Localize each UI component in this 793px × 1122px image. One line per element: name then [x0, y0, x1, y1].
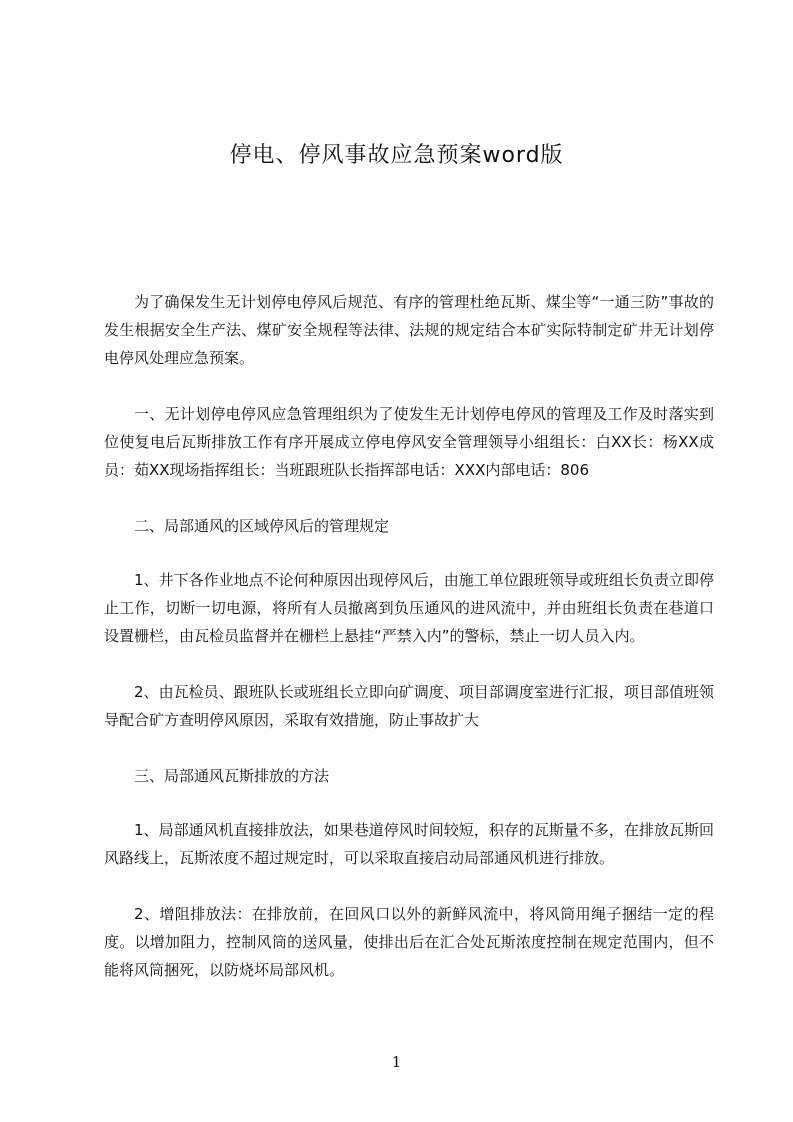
section-3-item-2: 2、增阻排放法：在排放前，在回风口以外的新鲜风流中，将风筒用绳子捆结一定的程度。以增加阻力，控制风筒的送风量，使排出后在汇合处瓦斯浓度控制在规定范围内，但不能将风筒捆死，以防烧坏局部风机。 [104, 905, 714, 979]
section-3-heading: 三、局部通风瓦斯排放的方法 [134, 767, 330, 785]
document-body [104, 288, 714, 1012]
intro-paragraph: 为了确保发生无计划停电停风后规范、有序的管理杜绝瓦斯、煤尘等“一通三防”事故的发生根据安全生产法、煤矿安全规程等法律、法规的规定结合本矿实际特制定矿井无计划停电停风处理应急预案。 [104, 293, 714, 367]
section-3-item-1: 1、局部通风机直接排放法，如果巷道停风时间较短，积存的瓦斯量不多，在排放瓦斯回风路线上，瓦斯浓度不超过规定时，可以采取直接启动局部通风机进行排放。 [104, 821, 714, 867]
section-2-heading: 二、局部通风的区域停风后的管理规定 [134, 517, 390, 535]
page-number: 1 [391, 1053, 402, 1071]
section-1-paragraph: 一、无计划停电停风应急管理组织为了使发生无计划停电停风的管理及工作及时落实到位使复电后瓦斯排放工作有序开展成立停电停风安全管理领导小组组长：白XX长：杨XX成员：茹XX现场指挥组长：当班跟班队长指挥部电话：XXX内部电话：806 [104, 405, 714, 479]
section-2-item-1: 1、井下各作业地点不论何种原因出现停风后，由施工单位跟班领导或班组长负责立即停止工作，切断一切电源，将所有人员撤离到负压通风的进风流中，并由班组长负责在巷道口设置栅栏，由瓦检员监督并在栅栏上悬挂“严禁入内”的警标，禁止一切人员入内。 [104, 571, 714, 645]
section-2-item-2: 2、由瓦检员、跟班队长或班组长立即向矿调度、项目部调度室进行汇报，项目部值班领导配合矿方查明停风原因，采取有效措施，防止事故扩大 [104, 683, 714, 729]
document-title: 停电、停风事故应急预案word版 [229, 143, 564, 168]
